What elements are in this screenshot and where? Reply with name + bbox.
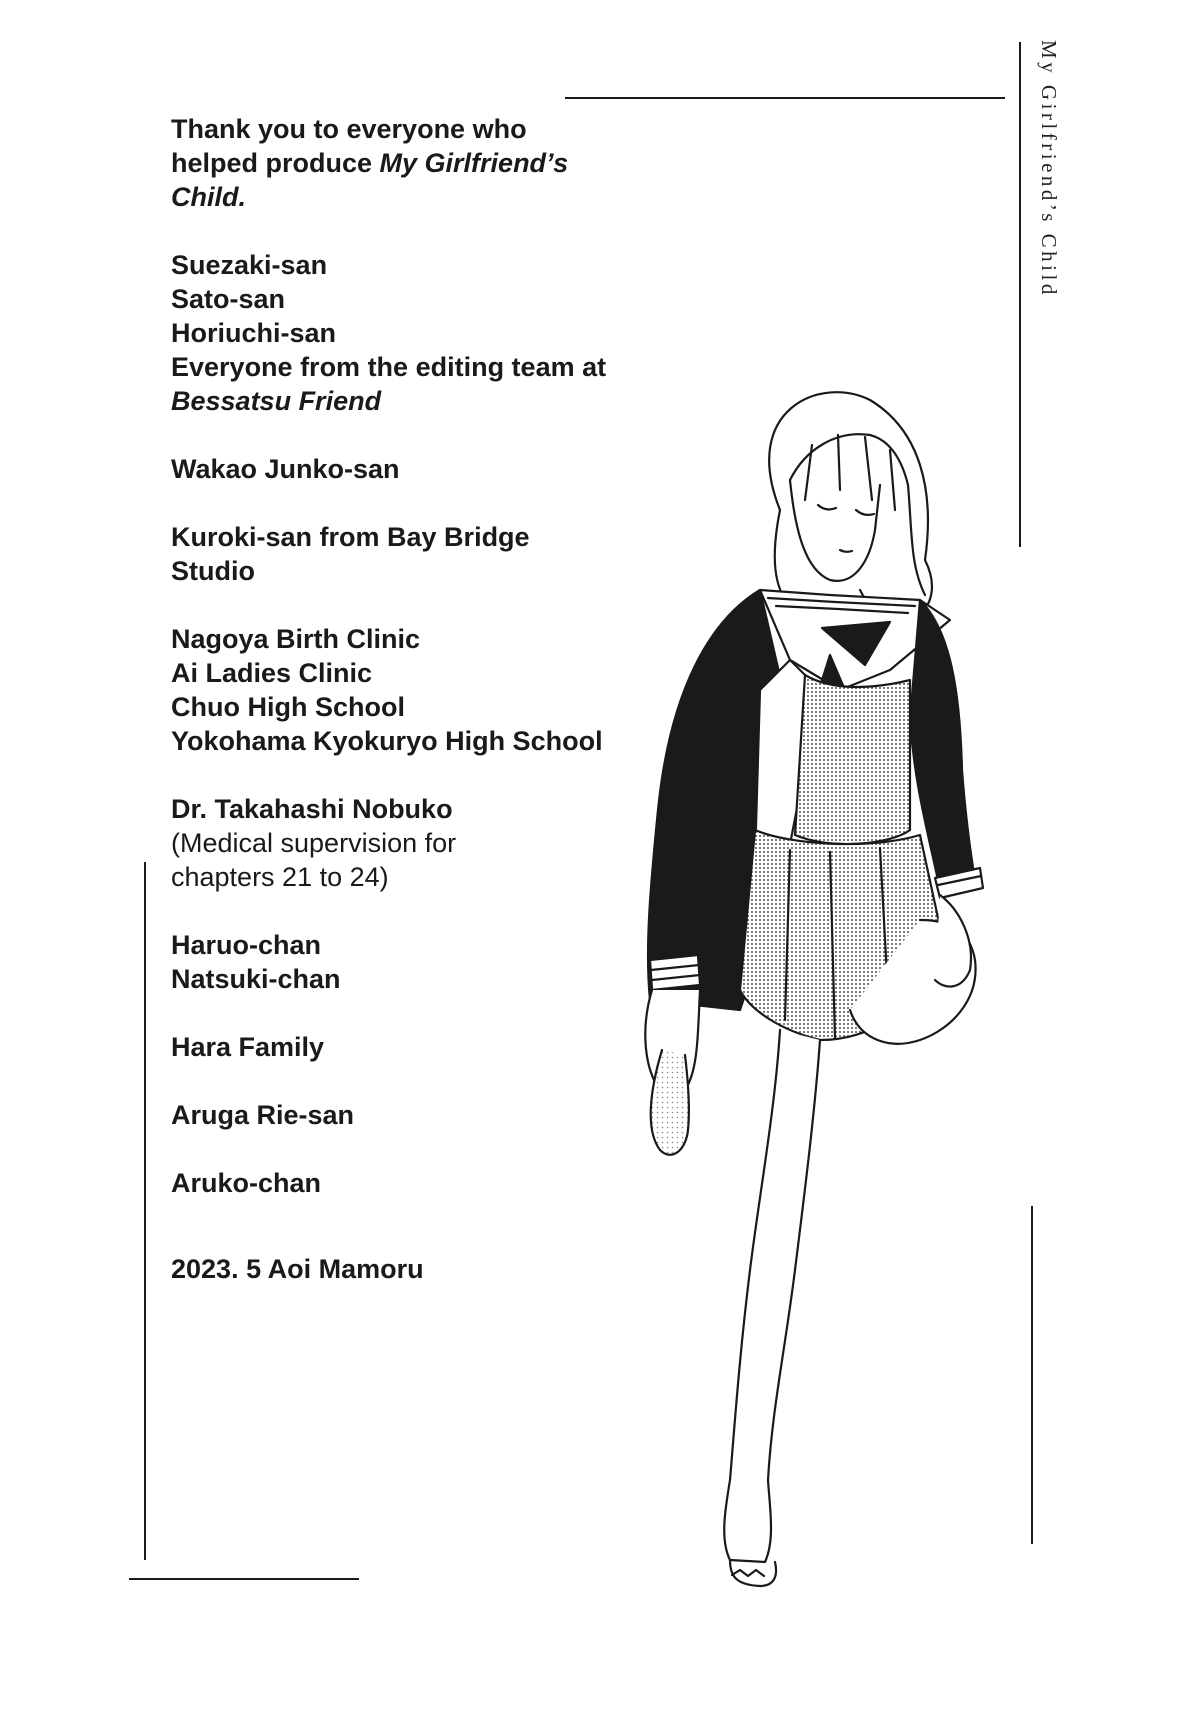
top-rule	[565, 97, 1005, 99]
institution-name: Ai Ladies Clinic	[171, 658, 373, 688]
friend-name: Aruga Rie-san	[171, 1100, 355, 1130]
doctor-name: Dr. Takahashi Nobuko	[171, 794, 453, 824]
institution-name: Nagoya Birth Clinic	[171, 624, 421, 654]
intro-line-2-prefix: helped produce	[171, 148, 380, 178]
kid-name: Haruo-chan	[171, 930, 322, 960]
intro-line-2	[171, 146, 691, 180]
doctor-note-2: chapters 21 to 24)	[171, 862, 389, 892]
editing-team: Everyone from the editing team at	[171, 352, 607, 382]
signature-date-author: 2023. 5 Aoi Mamoru	[171, 1254, 424, 1284]
series-title-italic: My Girlfriend’s	[379, 148, 569, 178]
institution-name: Yokohama Kyokuryo High School	[171, 726, 603, 756]
series-title-italic-end: Child.	[171, 182, 246, 212]
magazine-name: Bessatsu Friend	[171, 386, 382, 416]
credits-intro	[171, 112, 691, 214]
bottom-rule	[129, 1578, 359, 1580]
doctor-note-1: (Medical supervision for	[171, 828, 457, 858]
institution-name: Chuo High School	[171, 692, 405, 722]
studio-line-1: Kuroki-san from Bay Bridge	[171, 522, 530, 552]
kid-name: Natsuki-chan	[171, 964, 341, 994]
credits-studio	[171, 520, 691, 588]
right-upper-rule	[1019, 42, 1021, 547]
credits-signature	[171, 1252, 691, 1286]
credits-family	[171, 1030, 691, 1064]
editor-name: Sato-san	[171, 284, 286, 314]
series-title-vertical: My Girlfriend’s Child	[1037, 40, 1061, 298]
credits-kids	[171, 928, 691, 996]
credits-list	[171, 112, 691, 1320]
right-lower-rule	[1031, 1206, 1033, 1544]
left-rule	[144, 862, 146, 1560]
family-name: Hara Family	[171, 1032, 325, 1062]
credits-institutions	[171, 622, 691, 758]
studio-line-2: Studio	[171, 556, 255, 586]
assistant-name: Wakao Junko-san	[171, 454, 400, 484]
credits-doctor	[171, 792, 691, 894]
editor-name: Horiuchi-san	[171, 318, 337, 348]
editor-name: Suezaki-san	[171, 250, 328, 280]
intro-line-1: Thank you to everyone who	[171, 114, 527, 144]
credits-editors	[171, 248, 691, 418]
pet-name: Aruko-chan	[171, 1168, 322, 1198]
credits-friend	[171, 1098, 691, 1132]
credits-pet	[171, 1166, 691, 1200]
credits-assistant	[171, 452, 691, 486]
